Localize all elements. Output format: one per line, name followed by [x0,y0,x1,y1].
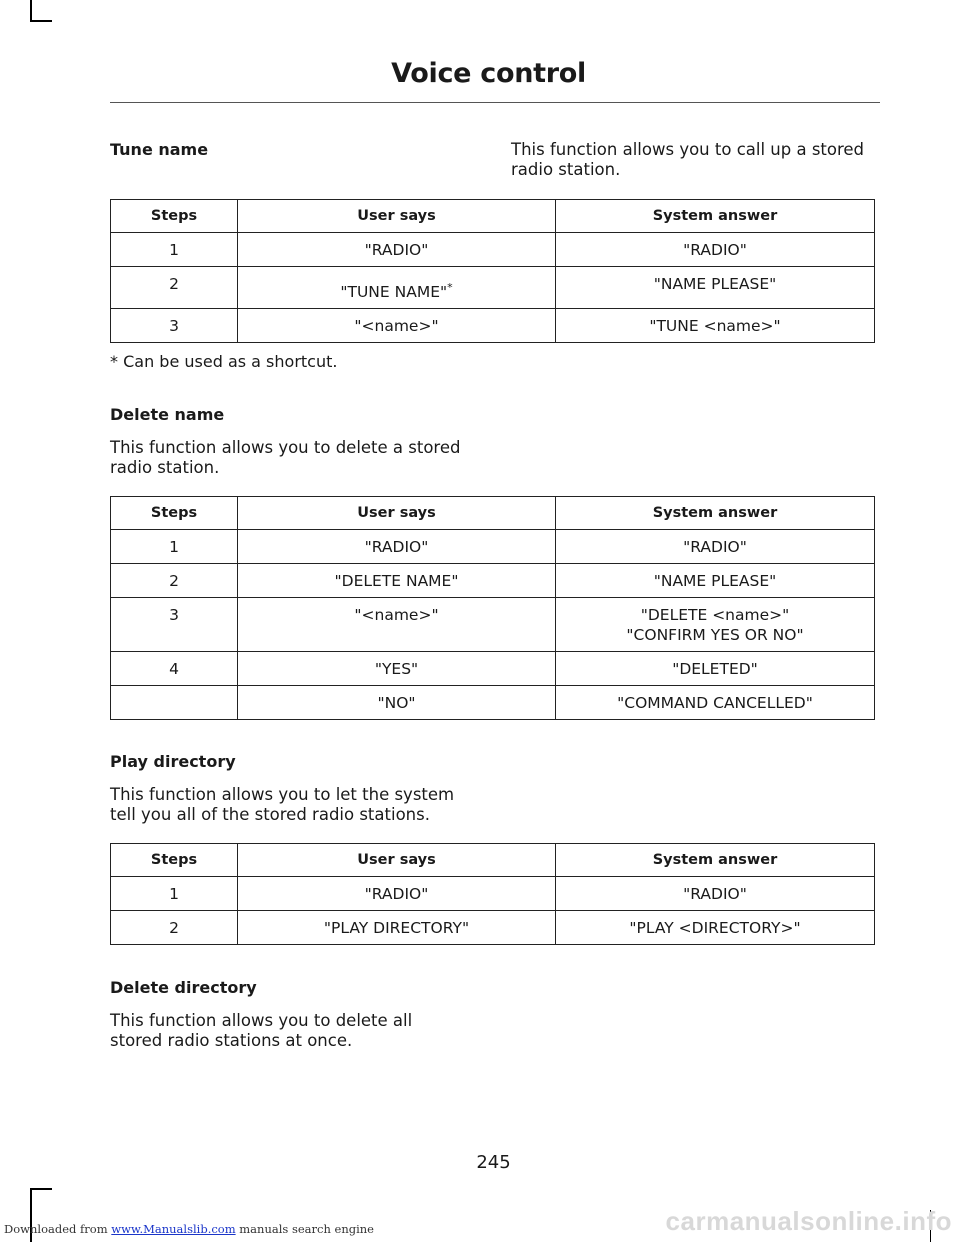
step-cell: 2 [111,911,238,945]
step-cell: 1 [111,530,238,564]
step-cell: 1 [111,877,238,911]
system-answer-cell: "COMMAND CANCELLED" [556,686,875,720]
shortcut-mark: * [447,280,453,294]
user-says-cell [238,267,556,309]
tune-name-heading: Tune name [110,140,209,159]
system-answer-cell: "RADIO" [556,877,875,911]
title-rule [110,102,880,103]
manualslib-link[interactable]: www.Manualslib.com [111,1222,236,1236]
column-header-user-says: User says [238,200,556,233]
user-says-cell: "DELETE NAME" [238,564,556,598]
crop-mark-top-left-horizontal [30,20,52,22]
table-row [111,877,875,911]
user-says-text: "TUNE NAME" [340,283,448,301]
step-cell: 2 [111,564,238,598]
table-header-row [111,497,875,530]
crop-mark-bottom-left-horizontal [30,1188,52,1190]
table-row [111,598,875,652]
column-header-user-says: User says [238,497,556,530]
column-header-system-answer: System answer [556,497,875,530]
user-says-cell: "<name>" [238,598,556,652]
user-says-cell: "RADIO" [238,233,556,267]
column-header-steps: Steps [111,200,238,233]
play-directory-table [110,843,875,945]
delete-name-heading: Delete name [110,405,225,424]
step-cell: 1 [111,233,238,267]
system-answer-cell: "DELETED" [556,652,875,686]
user-says-cell: "YES" [238,652,556,686]
user-says-cell: "RADIO" [238,530,556,564]
system-answer-cell: "NAME PLEASE" [556,267,875,309]
column-header-system-answer: System answer [556,844,875,877]
table-row [111,686,875,720]
system-answer-cell: "PLAY <DIRECTORY>" [556,911,875,945]
step-cell: 3 [111,309,238,343]
table-row [111,267,875,309]
column-header-system-answer: System answer [556,200,875,233]
system-answer-cell: "RADIO" [556,233,875,267]
table-row [111,530,875,564]
column-header-user-says: User says [238,844,556,877]
crop-mark-top-left-vertical [30,0,32,22]
play-directory-description: This function allows you to let the system tell you all of the stored radio stations. [110,785,455,824]
download-suffix: manuals search engine [235,1222,374,1236]
system-answer-line-2: "CONFIRM YES OR NO" [626,626,804,644]
shortcut-footnote: * Can be used as a shortcut. [110,352,338,371]
tune-name-table [110,199,875,343]
step-cell: 4 [111,652,238,686]
download-prefix: Downloaded from [4,1222,112,1236]
user-says-cell: "RADIO" [238,877,556,911]
table-header-row [111,844,875,877]
watermark: carmanualsonline.info [665,1206,952,1236]
page-number: 245 [476,1152,511,1173]
delete-directory-description: This function allows you to delete all stored radio stations at once. [110,1011,413,1050]
delete-name-description: This function allows you to delete a stored radio station. [110,438,461,477]
system-answer-cell: "RADIO" [556,530,875,564]
step-cell: 3 [111,598,238,652]
step-cell [111,686,238,720]
system-answer-cell: "TUNE <name>" [556,309,875,343]
system-answer-cell: "NAME PLEASE" [556,564,875,598]
table-row [111,233,875,267]
system-answer-line: "DELETE <name>" [640,606,790,624]
delete-directory-heading: Delete directory [110,978,257,997]
step-cell: 2 [111,267,238,309]
column-header-steps: Steps [111,497,238,530]
user-says-cell: "PLAY DIRECTORY" [238,911,556,945]
table-row [111,309,875,343]
tune-name-description: This function allows you to call up a stored radio station. [511,140,865,179]
table-row [111,652,875,686]
download-footer [4,1222,374,1236]
play-directory-heading: Play directory [110,752,236,771]
page-title: Voice control [391,58,586,89]
column-header-steps: Steps [111,844,238,877]
table-row [111,911,875,945]
user-says-cell: "<name>" [238,309,556,343]
system-answer-cell [556,598,875,652]
user-says-cell: "NO" [238,686,556,720]
delete-name-table [110,496,875,720]
table-row [111,564,875,598]
table-header-row [111,200,875,233]
